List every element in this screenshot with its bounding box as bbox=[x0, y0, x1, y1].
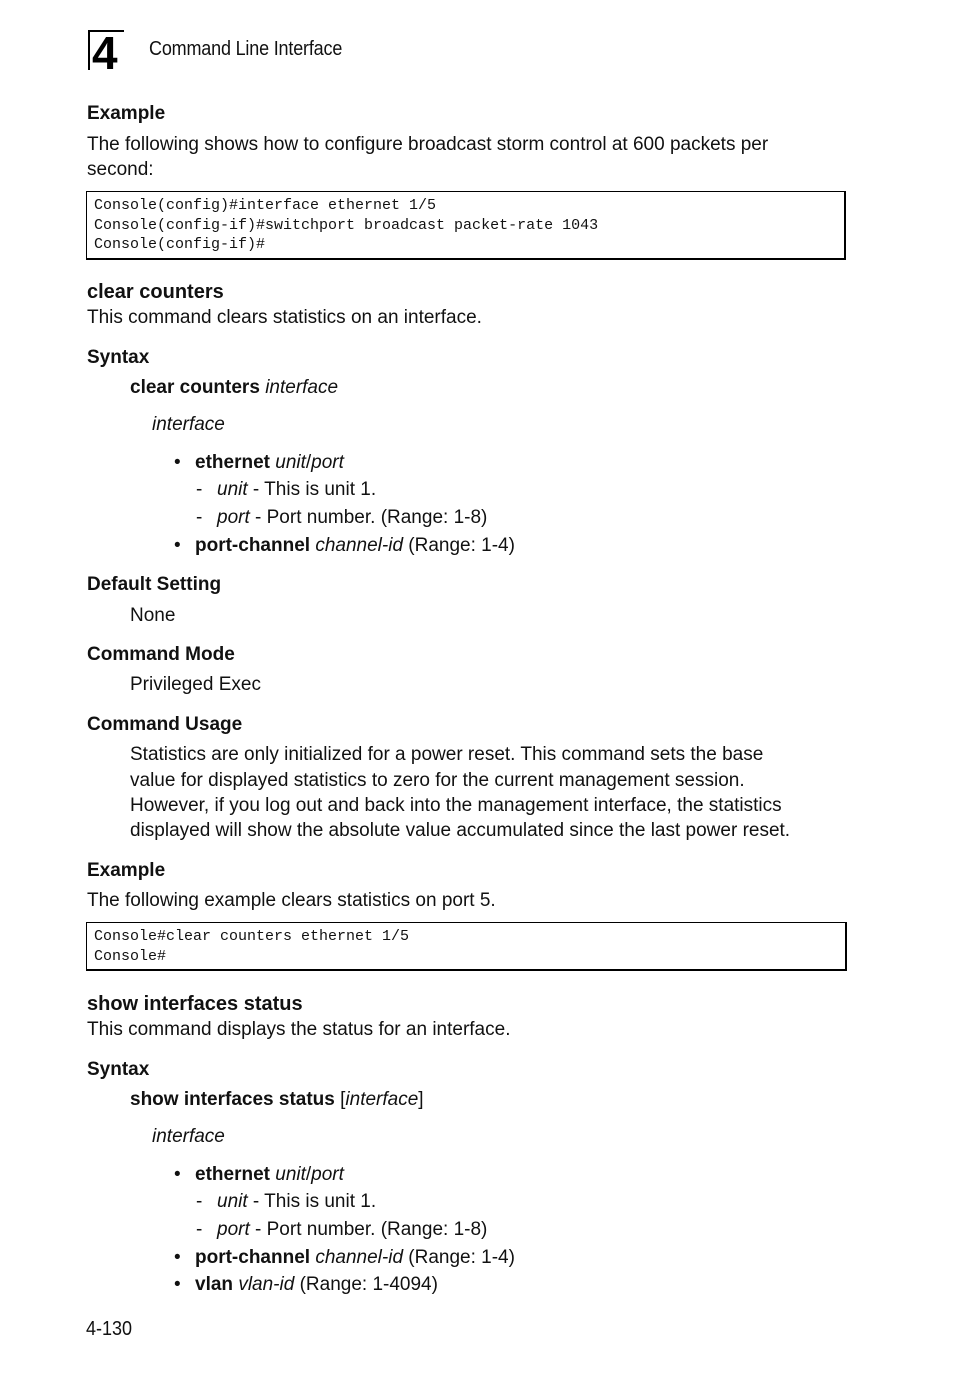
list-item-port-channel: port-channel channel-id (Range: 1-4) bbox=[195, 535, 515, 556]
dash-glyph: - bbox=[196, 507, 203, 528]
bullet-glyph: • bbox=[174, 1274, 181, 1295]
command-usage-heading: Command Usage bbox=[87, 714, 243, 735]
command-description: This command displays the status for an interface. bbox=[87, 1019, 511, 1040]
syntax-line: show interfaces status [interface] bbox=[130, 1089, 424, 1110]
dash-glyph: - bbox=[196, 1191, 203, 1212]
command-mode-heading: Command Mode bbox=[87, 644, 235, 665]
usage-line: However, if you log out and back into the management interface, the statistics bbox=[130, 795, 782, 816]
code-line: Console(config-if)# bbox=[94, 236, 266, 253]
example-text-line2: second: bbox=[87, 159, 154, 180]
code-block bbox=[86, 191, 846, 260]
sub-item-port: port - Port number. (Range: 1-8) bbox=[217, 1219, 488, 1240]
sub-item-unit: unit - This is unit 1. bbox=[217, 479, 377, 500]
dash-glyph: - bbox=[196, 479, 203, 500]
chapter-title: Command Line Interface bbox=[149, 38, 343, 60]
chapter-number-glyph bbox=[88, 30, 128, 70]
usage-line: displayed will show the absolute value accumulated since the last power reset. bbox=[130, 820, 791, 841]
code-line: Console(config)#interface ethernet 1/5 bbox=[94, 197, 437, 214]
svg-text:4: 4 bbox=[92, 30, 118, 70]
code-line: Console#clear counters ethernet 1/5 bbox=[94, 928, 410, 945]
example-heading: Example bbox=[87, 860, 166, 881]
command-description: This command clears statistics on an interface. bbox=[87, 307, 482, 328]
dash-glyph: - bbox=[196, 1219, 203, 1240]
syntax-line bbox=[130, 377, 338, 399]
usage-line: Statistics are only initialized for a power reset. This command sets the base bbox=[130, 744, 764, 765]
sub-item-port: port - Port number. (Range: 1-8) bbox=[217, 507, 488, 528]
code-line: Console# bbox=[94, 947, 167, 965]
syntax-command: clear counters bbox=[130, 377, 260, 398]
bullet-glyph: • bbox=[174, 1247, 181, 1268]
list-item-ethernet: ethernet unit/port bbox=[195, 1164, 344, 1185]
example-text: The following example clears statistics on port 5. bbox=[87, 890, 496, 911]
syntax-heading: Syntax bbox=[87, 1059, 150, 1080]
command-title: clear counters bbox=[87, 281, 224, 303]
code-line: Console(config-if)#switchport broadcast packet-rate 1043 bbox=[94, 216, 599, 234]
syntax-parameter: interface bbox=[265, 377, 339, 398]
chapter-number-badge bbox=[88, 30, 128, 70]
syntax-heading: Syntax bbox=[87, 347, 150, 368]
example-text-line1: The following shows how to configure broadcast storm control at 600 packets per bbox=[87, 134, 769, 155]
sub-item-unit: unit - This is unit 1. bbox=[217, 1191, 377, 1212]
default-setting-heading: Default Setting bbox=[87, 574, 222, 595]
default-setting-value: None bbox=[130, 605, 176, 626]
command-title: show interfaces status bbox=[87, 993, 303, 1015]
parameter-name: interface bbox=[152, 414, 225, 435]
example-heading: Example bbox=[87, 103, 166, 124]
parameter-name: interface bbox=[152, 1126, 225, 1147]
page-number: 4-130 bbox=[86, 1318, 133, 1340]
bullet-glyph: • bbox=[174, 1164, 181, 1185]
usage-line: value for displayed statistics to zero for the current management session. bbox=[130, 770, 745, 791]
code-block bbox=[86, 922, 847, 971]
list-item-port-channel: port-channel channel-id (Range: 1-4) bbox=[195, 1247, 515, 1268]
list-item-vlan: vlan vlan-id (Range: 1-4094) bbox=[195, 1274, 438, 1295]
bullet-glyph: • bbox=[174, 535, 181, 556]
syntax-command: show interfaces status bbox=[130, 1089, 335, 1110]
syntax-parameter: interface bbox=[345, 1089, 419, 1110]
list-item-ethernet: ethernet unit/port bbox=[195, 452, 344, 473]
bullet-glyph: • bbox=[174, 452, 181, 473]
command-mode-value: Privileged Exec bbox=[130, 674, 261, 695]
